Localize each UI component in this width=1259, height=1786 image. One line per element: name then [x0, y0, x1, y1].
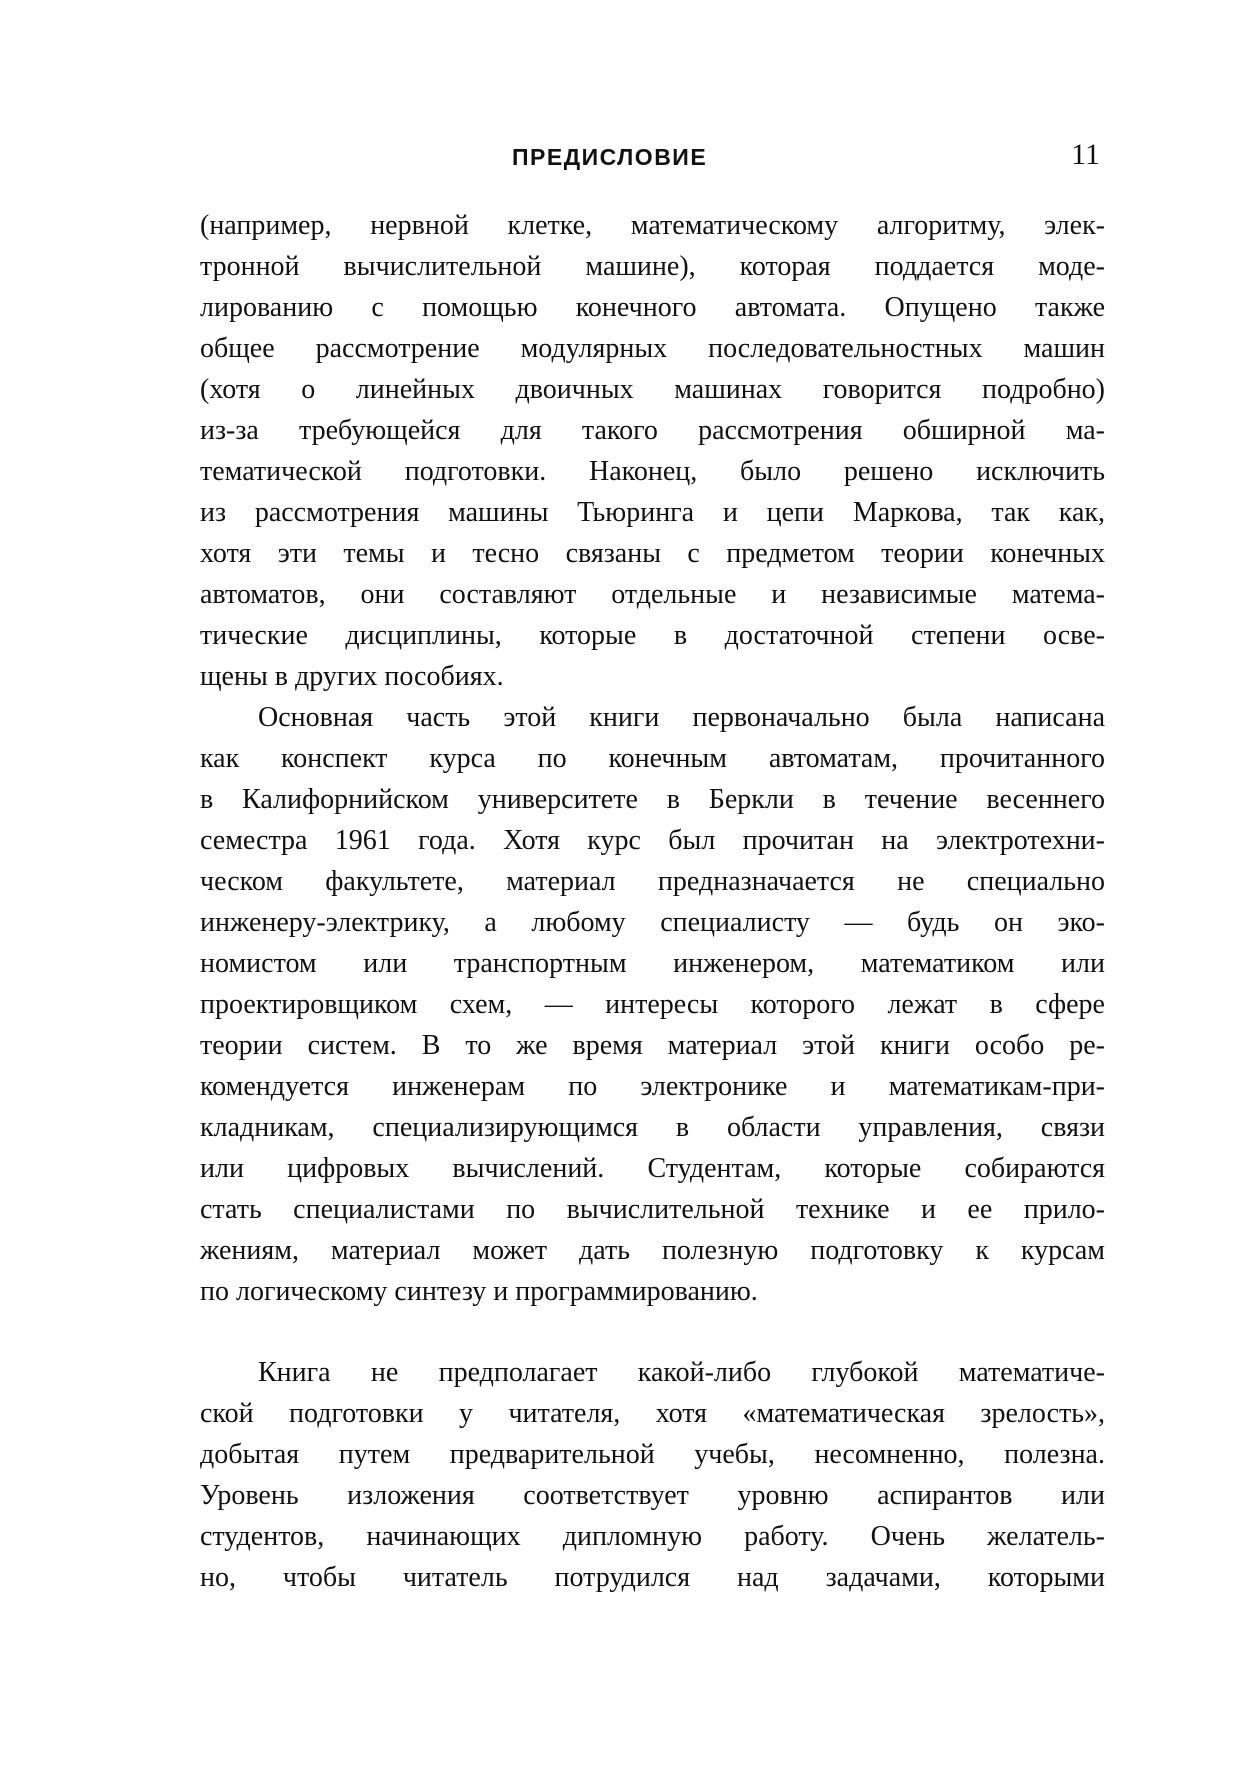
body-text: [200, 205, 1105, 1598]
page-number: 11: [1071, 138, 1100, 171]
text-line: или цифровых вычислений. Студентам, которые собираются: [200, 1153, 1105, 1184]
text-line: стать специалистами по вычислительной технике и ее прило-: [200, 1194, 1105, 1225]
text-line: номистом или транспортным инженером, математиком или: [200, 948, 1105, 979]
text-line: как конспект курса по конечным автоматам, прочитанного: [200, 743, 1105, 774]
text-line: жениям, материал может дать полезную подготовку к курсам: [200, 1235, 1105, 1266]
text-line: щены в других пособиях.: [200, 661, 504, 692]
text-line: проектировщиком схем, — интересы которого лежат в сфере: [200, 989, 1105, 1020]
text-line: автоматов, они составляют отдельные и независимые матема-: [200, 579, 1105, 610]
text-line: инженеру-электрику, а любому специалисту — будь он эко-: [200, 907, 1105, 938]
text-line: ческом факультете, материал предназначается не специально: [200, 866, 1105, 897]
text-line: комендуется инженерам по электронике и математикам-при-: [200, 1071, 1105, 1102]
text-line: тические дисциплины, которые в достаточной степени осве-: [200, 620, 1105, 651]
text-line: теории систем. В то же время материал этой книги особо ре-: [200, 1030, 1105, 1061]
text-line: по логическому синтезу и программированию.: [200, 1276, 758, 1307]
paragraph-1: [200, 205, 1105, 697]
text-line: добытая путем предварительной учебы, несомненно, полезна.: [200, 1439, 1105, 1470]
text-line: в Калифорнийском университете в Беркли в течение весеннего: [200, 784, 1105, 815]
text-line: кладникам, специализирующимся в области управления, связи: [200, 1112, 1105, 1143]
text-line: тронной вычислительной машине), которая поддается моде-: [200, 251, 1105, 282]
text-line: лированию с помощью конечного автомата. Опущено также: [200, 292, 1105, 323]
text-line: тематической подготовки. Наконец, было решено исключить: [200, 456, 1105, 487]
text-line: (хотя о линейных двоичных машинах говорится подробно): [200, 374, 1105, 405]
text-line: (например, нервной клетке, математическому алгоритму, элек-: [200, 210, 1105, 241]
text-line: ской подготовки у читателя, хотя «математическая зрелость»,: [200, 1398, 1105, 1429]
running-title: ПРЕДИСЛОВИЕ: [512, 144, 708, 170]
text-line: студентов, начинающих дипломную работу. Очень желатель-: [200, 1521, 1105, 1552]
text-line: из-за требующейся для такого рассмотрения обширной ма-: [200, 415, 1105, 446]
text-line: Книга не предполагает какой-либо глубокой математиче-: [258, 1357, 1105, 1388]
text-line: Основная часть этой книги первоначально была написана: [258, 702, 1105, 733]
text-line: хотя эти темы и тесно связаны с предметом теории конечных: [200, 538, 1105, 569]
text-line: общее рассмотрение модулярных последовательностных машин: [200, 333, 1105, 364]
text-line: семестра 1961 года. Хотя курс был прочитан на электротехни-: [200, 825, 1105, 856]
paragraph-2: [200, 697, 1105, 1312]
running-head: [200, 138, 1100, 178]
text-line: Уровень изложения соответствует уровню аспирантов или: [200, 1480, 1105, 1511]
text-line: но, чтобы читатель потрудился над задачами, которыми: [200, 1562, 1105, 1593]
paragraph-gap: [200, 1312, 1105, 1352]
text-line: из рассмотрения машины Тьюринга и цепи Маркова, так как,: [200, 497, 1105, 528]
paragraph-3: [200, 1352, 1105, 1598]
